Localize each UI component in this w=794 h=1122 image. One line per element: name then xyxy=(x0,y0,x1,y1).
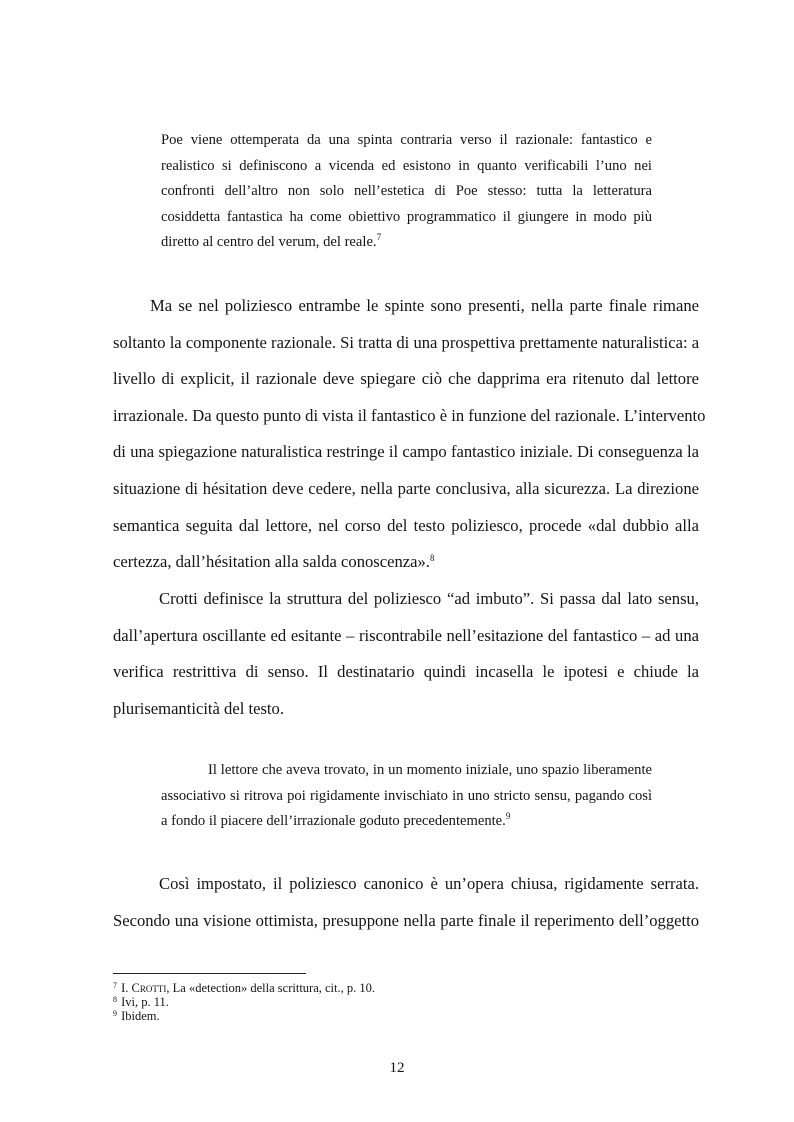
block-quote-1 xyxy=(161,128,652,256)
quote-line: Il lettore che aveva trovato, in un momento iniziale, uno spazio liberamente xyxy=(208,762,652,778)
quote-line: associativo si ritrova poi rigidamente invischiato in uno stricto sensu, pagando così xyxy=(161,787,652,804)
quote-line: cosiddetta fantastica ha come obiettivo programmatico il giungere in modo più xyxy=(161,208,652,225)
footnote-number: 8 xyxy=(113,995,117,1004)
body-line-text: certezza, dall’hésitation alla salda conoscenza». xyxy=(113,552,430,572)
body-line: soltanto la componente razionale. Si tratta di una prospettiva prettamente naturalistica: a xyxy=(113,332,700,352)
footnote-text: Ibidem. xyxy=(121,1009,160,1023)
body-line: di una spiegazione naturalistica restringe il campo fantastico iniziale. Di conseguenza la xyxy=(113,442,699,462)
footnote-8 xyxy=(113,995,513,1009)
footnote-7 xyxy=(113,981,513,995)
footnote-text: , La «detection» della scrittura, cit., p. 10. xyxy=(166,981,376,995)
quote-line: confronti dell’altro non solo nell’estetica di Poe stesso: tutta la letteratura xyxy=(161,183,652,199)
paragraph-2 xyxy=(113,581,699,727)
quote-line-text: a fondo il piacere dell’irrazionale goduto precedentemente. xyxy=(161,813,506,829)
body-line: irrazionale. Da questo punto di vista il fantastico è in funzione del razionale. L’intervento xyxy=(113,405,706,425)
body-line: livello di explicit, il razionale deve spiegare ciò che dapprima era ritenuto dal lettore xyxy=(113,369,699,389)
body-line: situazione di hésitation deve cedere, nella parte conclusiva, alla sicurezza. La direzione xyxy=(113,478,699,498)
body-line: dall’apertura oscillante ed esitante – riscontrabile nell’esitazione del fantastico – ad una xyxy=(113,625,699,645)
body-line: semantica seguita dal lettore, nel corso del testo poliziesco, procede «dal dubbio alla xyxy=(113,515,699,535)
body-line: Crotti definisce la struttura del poliziesco “ad imbuto”. Si passa dal lato sensu, xyxy=(159,589,699,608)
footnote-text: Ivi, p. 11. xyxy=(121,995,169,1009)
footnote-number: 9 xyxy=(113,1009,117,1018)
paragraph-3 xyxy=(113,866,699,939)
quote-line-text: diretto al centro del verum, del reale. xyxy=(161,234,377,250)
page-number: 12 xyxy=(389,1060,405,1076)
paragraph-1 xyxy=(113,288,706,581)
footnote-number: 7 xyxy=(113,981,117,990)
body-line: Secondo una visione ottimista, presuppone nella parte finale il reperimento dell’oggetto xyxy=(113,910,699,930)
body-line: plurisemanticità del testo. xyxy=(113,698,284,718)
footnote-author-initial: I. xyxy=(121,981,132,995)
quote-line: Poe viene ottemperata da una spinta contraria verso il razionale: fantastico e xyxy=(161,132,652,148)
footnote-ref-7[interactable]: 7 xyxy=(376,232,382,242)
footnote-ref-8[interactable]: 8 xyxy=(429,553,435,564)
body-line: Così impostato, il poliziesco canonico è un’opera chiusa, rigidamente serrata. xyxy=(159,874,699,893)
body-line: Ma se nel poliziesco entrambe le spinte sono presenti, nella parte finale rimane xyxy=(150,296,699,315)
footnotes xyxy=(113,981,513,1023)
block-quote-2 xyxy=(161,758,652,835)
footnote-author-name: Crotti xyxy=(131,981,167,995)
body-line: verifica restrittiva di senso. Il destinatario quindi incasella le ipotesi e chiude la xyxy=(113,662,699,682)
quote-line xyxy=(161,809,652,835)
footnote-separator xyxy=(113,973,306,974)
footnote-9 xyxy=(113,1009,513,1023)
quote-line xyxy=(161,230,652,256)
quote-line: realistico si definiscono a vicenda ed esistono in quanto verificabili l’uno nei xyxy=(161,157,652,174)
footnote-ref-9[interactable]: 9 xyxy=(505,811,511,821)
body-line xyxy=(113,544,699,581)
